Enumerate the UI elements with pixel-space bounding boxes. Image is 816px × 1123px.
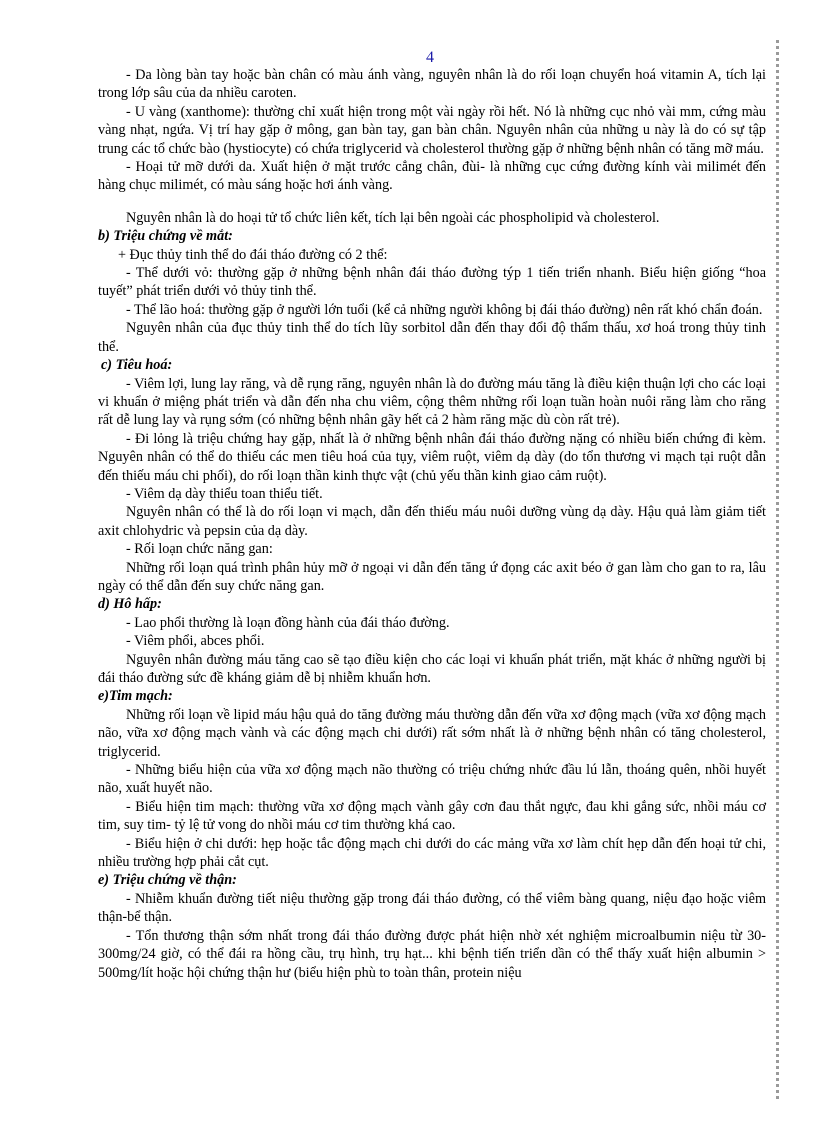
paragraph: - U vàng (xanthome): thường chỉ xuất hiện trong một vài ngày rồi hết. Nó là những cục nhỏ vài mm, cứng màu vàng nhạt, ngứa. Vị trí hay gặp ở mông, gan bàn tay, gan bàn chân. Nguyên nhân của những u này là do có sự tập trung các tổ chức bào (hystiocyte) có chứa triglycerid và cholesterol thường gặp ở những bệnh nhân có tăng mỡ máu. (98, 103, 766, 157)
paragraph: - Viêm dạ dày thiểu toan thiểu tiết. (126, 485, 323, 502)
paragraph: - Viêm phổi, abces phổi. (126, 633, 265, 650)
paragraph: - Nhiễm khuẩn đường tiết niệu thường gặp trong đái tháo đường, có thể viêm bàng quang, niệu đạo hoặc viêm thận-bể thận. (98, 890, 766, 926)
section-heading-respiratory: d) Hô hấp: (98, 596, 162, 613)
paragraph: - Tổn thương thận sớm nhất trong đái tháo đường được phát hiện nhờ xét nghiệm microalbumin niệu từ 30-300mg/24 giờ, có thể đái ra hồng cầu, trụ hình, trụ hạt... khi bệnh tiến triển dần có thể thấy xuất hiện albumin > 500mg/lít hoặc hội chứng thận hư (biểu hiện phù to toàn thân, protein niệu (98, 927, 766, 981)
paragraph: - Biểu hiện tim mạch: thường vữa xơ động mạch vành gây cơn đau thắt ngực, đau khi gắng sức, nhồi máu cơ tim, suy tim- tỷ lệ tử vong do nhồi máu cơ tim thường khá cao. (98, 798, 766, 834)
section-heading-cardio: e)Tim mạch: (98, 688, 173, 705)
spacer (98, 195, 766, 209)
paragraph: - Thể lão hoá: thường gặp ở người lớn tuổi (kể cả những người không bị đái tháo đường) nên rất khó chẩn đoán. (126, 301, 763, 318)
paragraph: - Viêm lợi, lung lay răng, và dễ rụng răng, nguyên nhân là do đường máu tăng là điều kiện thuận lợi cho các loại vi khuẩn ở miệng phát triển và dẫn đến nha chu viêm, cộng thêm những rối loạn tuần hoàn nuôi răng làm cho răng rất dễ lung lay và rụng sớm (có những bệnh nhân gãy hết cả 2 hàm răng mặc dù còn rất trẻ). (98, 375, 766, 429)
paragraph: - Biểu hiện ở chi dưới: hẹp hoặc tắc động mạch chi dưới do các mảng vữa xơ làm chít hẹp dẫn đến hoại tử chi, nhiều trường hợp phải cắt cụt. (98, 835, 766, 871)
section-heading-digestion: c) Tiêu hoá: (101, 357, 173, 374)
paragraph: Nguyên nhân là do hoại tử tổ chức liên kết, tích lại bên ngoài các phospholipid và cholesterol. (126, 209, 660, 226)
paragraph: - Đi lỏng là triệu chứng hay gặp, nhất là ở những bệnh nhân đái tháo đường nặng có nhiều biến chứng đi kèm. Nguyên nhân có thể do thiếu các men tiêu hoá của tụy, viêm ruột, viêm dạ dày (do tổn thương vi mạch tại ruột dẫn đến thiếu máu chi phối), do rối loạn thần kinh thực vật (chủ yếu thần kinh giao cảm ruột). (98, 430, 766, 484)
paragraph: Nguyên nhân có thể là do rối loạn vi mạch, dẫn đến thiếu máu nuôi dưỡng vùng dạ dày. Hậu quả làm giảm tiết axit chlohydric và pepsin của dạ dày. (98, 504, 766, 539)
document-body (98, 66, 766, 982)
margin-dotted-line (776, 40, 779, 1100)
paragraph: - Rối loạn chức năng gan: (126, 541, 273, 558)
section-heading-eyes: b) Triệu chứng về mắt: (98, 228, 233, 245)
paragraph: - Lao phổi thường là loạn đồng hành của đái tháo đường. (126, 614, 450, 631)
paragraph: - Thể dưới vỏ: thường gặp ở những bệnh nhân đái tháo đường týp 1 tiến triển nhanh. Biểu hiện giống “hoa tuyết” phát triển dưới vỏ thủy tinh thể. (98, 265, 766, 300)
page-number: 4 (426, 49, 434, 66)
paragraph: - Da lòng bàn tay hoặc bàn chân có màu ánh vàng, nguyên nhân là do rối loạn chuyển hoá vitamin A, tích lại trong lớp sâu của da nhiều caroten. (98, 67, 766, 102)
paragraph: Những rối loạn quá trình phân hủy mỡ ở ngoại vi dẫn đến tăng ứ đọng các axit béo ở gan làm cho gan to ra, lâu ngày có thể dẫn đến suy chức năng gan. (98, 559, 766, 594)
paragraph: - Những biểu hiện của vữa xơ động mạch não thường có triệu chứng nhức đầu lú lẫn, thoáng quên, nhồi huyết não, xuất huyết não. (98, 762, 766, 797)
section-heading-kidney: e) Triệu chứng về thận: (98, 872, 237, 889)
paragraph: Nguyên nhân của đục thủy tinh thể do tích lũy sorbitol dẫn đến thay đổi độ thẩm thấu, xơ hoá trong thủy tinh thể. (98, 320, 766, 355)
paragraph: Nguyên nhân đường máu tăng cao sẽ tạo điều kiện cho các loại vi khuẩn phát triển, mặt khác ở những người bị đái tháo đường sức đề kháng giảm dễ bị nhiễm khuẩn hơn. (98, 651, 766, 686)
section-subheading: + Đục thủy tinh thể do đái tháo đường có 2 thể: (118, 246, 388, 263)
paragraph: Những rối loạn về lipid máu hậu quả do tăng đường máu thường dẫn đến vữa xơ động mạch (vữa xơ động mạch não, vữa xơ động mạch vành và các động mạch chi dưới) rất sớm nhất là ở những bệnh nhân có tăng cholesterol, triglycerid. (98, 706, 766, 760)
paragraph: - Hoại tử mỡ dưới da. Xuất hiện ở mặt trước cẳng chân, đùi- là những cục cứng đường kính vài milimét đến hàng chục milimét, có màu sáng hoặc hơi ánh vàng. (98, 159, 766, 194)
